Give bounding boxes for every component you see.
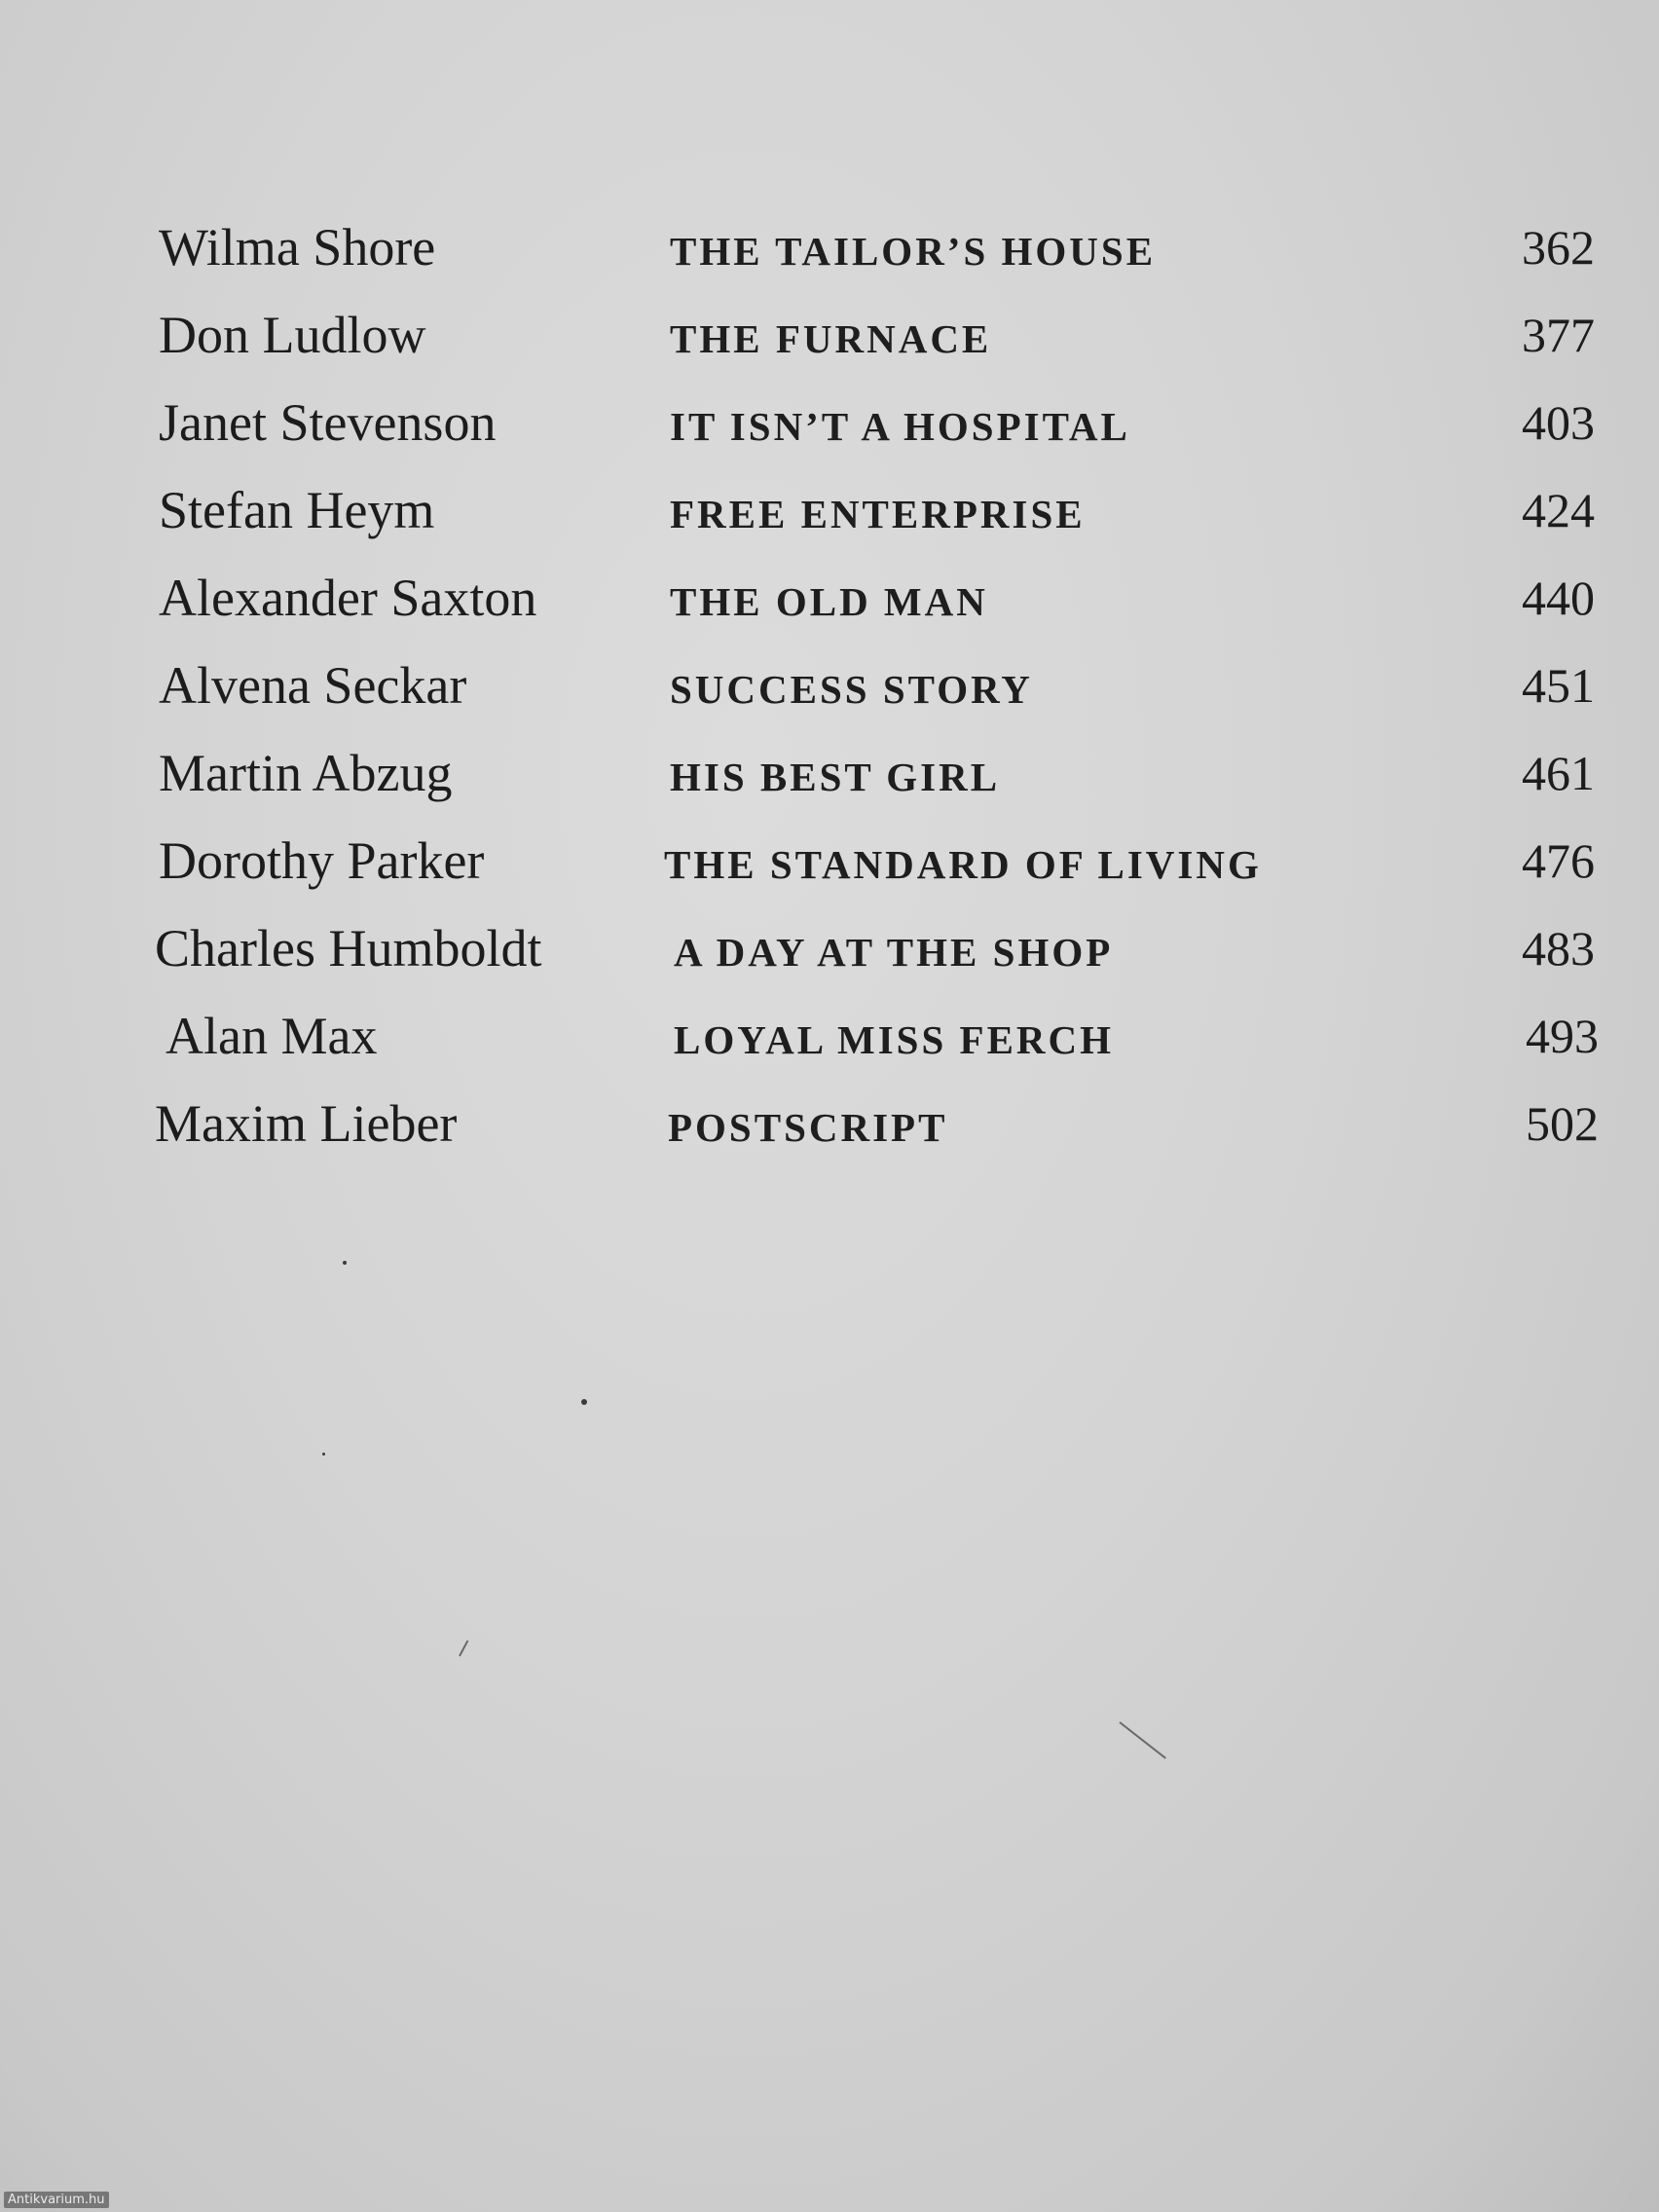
watermark: Antikvarium.hu	[4, 2192, 109, 2208]
toc-entry	[0, 734, 1659, 812]
entry-page-number: 403	[1522, 395, 1595, 450]
entry-title: THE STANDARD OF LIVING	[664, 842, 1262, 887]
entry-page-number: 493	[1526, 1009, 1599, 1063]
paper-speck	[581, 1399, 587, 1405]
toc-entry	[0, 997, 1659, 1075]
entry-author: Don Ludlow	[159, 306, 426, 364]
toc-entry	[0, 384, 1659, 461]
entry-title: THE OLD MAN	[670, 579, 988, 624]
toc-entry	[0, 822, 1659, 900]
entry-title: FREE ENTERPRISE	[670, 492, 1086, 536]
entry-author: Wilma Shore	[159, 218, 436, 276]
toc-entry	[0, 208, 1659, 286]
entry-title: THE TAILOR’S HOUSE	[670, 229, 1157, 274]
entry-title: LOYAL MISS FERCH	[674, 1017, 1115, 1062]
entry-title: POSTSCRIPT	[668, 1105, 948, 1150]
entry-page-number: 377	[1522, 308, 1595, 362]
entry-title: A DAY AT THE SHOP	[674, 930, 1114, 975]
entry-page-number: 424	[1522, 483, 1595, 537]
entry-page-number: 440	[1522, 571, 1595, 625]
entry-title: HIS BEST GIRL	[670, 755, 1001, 799]
entry-author: Alexander Saxton	[159, 569, 537, 627]
entry-author: Janet Stevenson	[159, 393, 497, 452]
entry-author: Stefan Heym	[159, 481, 435, 539]
entry-page-number: 483	[1522, 921, 1595, 976]
toc-entry	[0, 296, 1659, 374]
entry-author: Dorothy Parker	[159, 831, 485, 890]
toc-entry	[0, 559, 1659, 637]
toc-entry	[0, 909, 1659, 987]
paper-speck	[343, 1261, 347, 1265]
entry-author: Charles Humboldt	[155, 919, 542, 977]
entry-page-number: 476	[1522, 833, 1595, 888]
entry-title: SUCCESS STORY	[670, 667, 1033, 712]
entry-title: THE FURNACE	[670, 316, 992, 361]
entry-page-number: 461	[1522, 746, 1595, 800]
toc-entry	[0, 471, 1659, 549]
entry-page-number: 502	[1526, 1096, 1599, 1151]
entry-page-number: 362	[1522, 220, 1595, 275]
paper-speck	[322, 1453, 325, 1456]
entry-title: IT ISN’T A HOSPITAL	[670, 404, 1130, 449]
entry-page-number: 451	[1522, 658, 1595, 713]
entry-author: Alvena Seckar	[159, 656, 467, 715]
entry-author: Martin Abzug	[159, 744, 453, 802]
entry-author: Alan Max	[166, 1007, 378, 1065]
entry-author: Maxim Lieber	[155, 1094, 458, 1153]
toc-entry	[0, 646, 1659, 724]
toc-entry	[0, 1085, 1659, 1162]
